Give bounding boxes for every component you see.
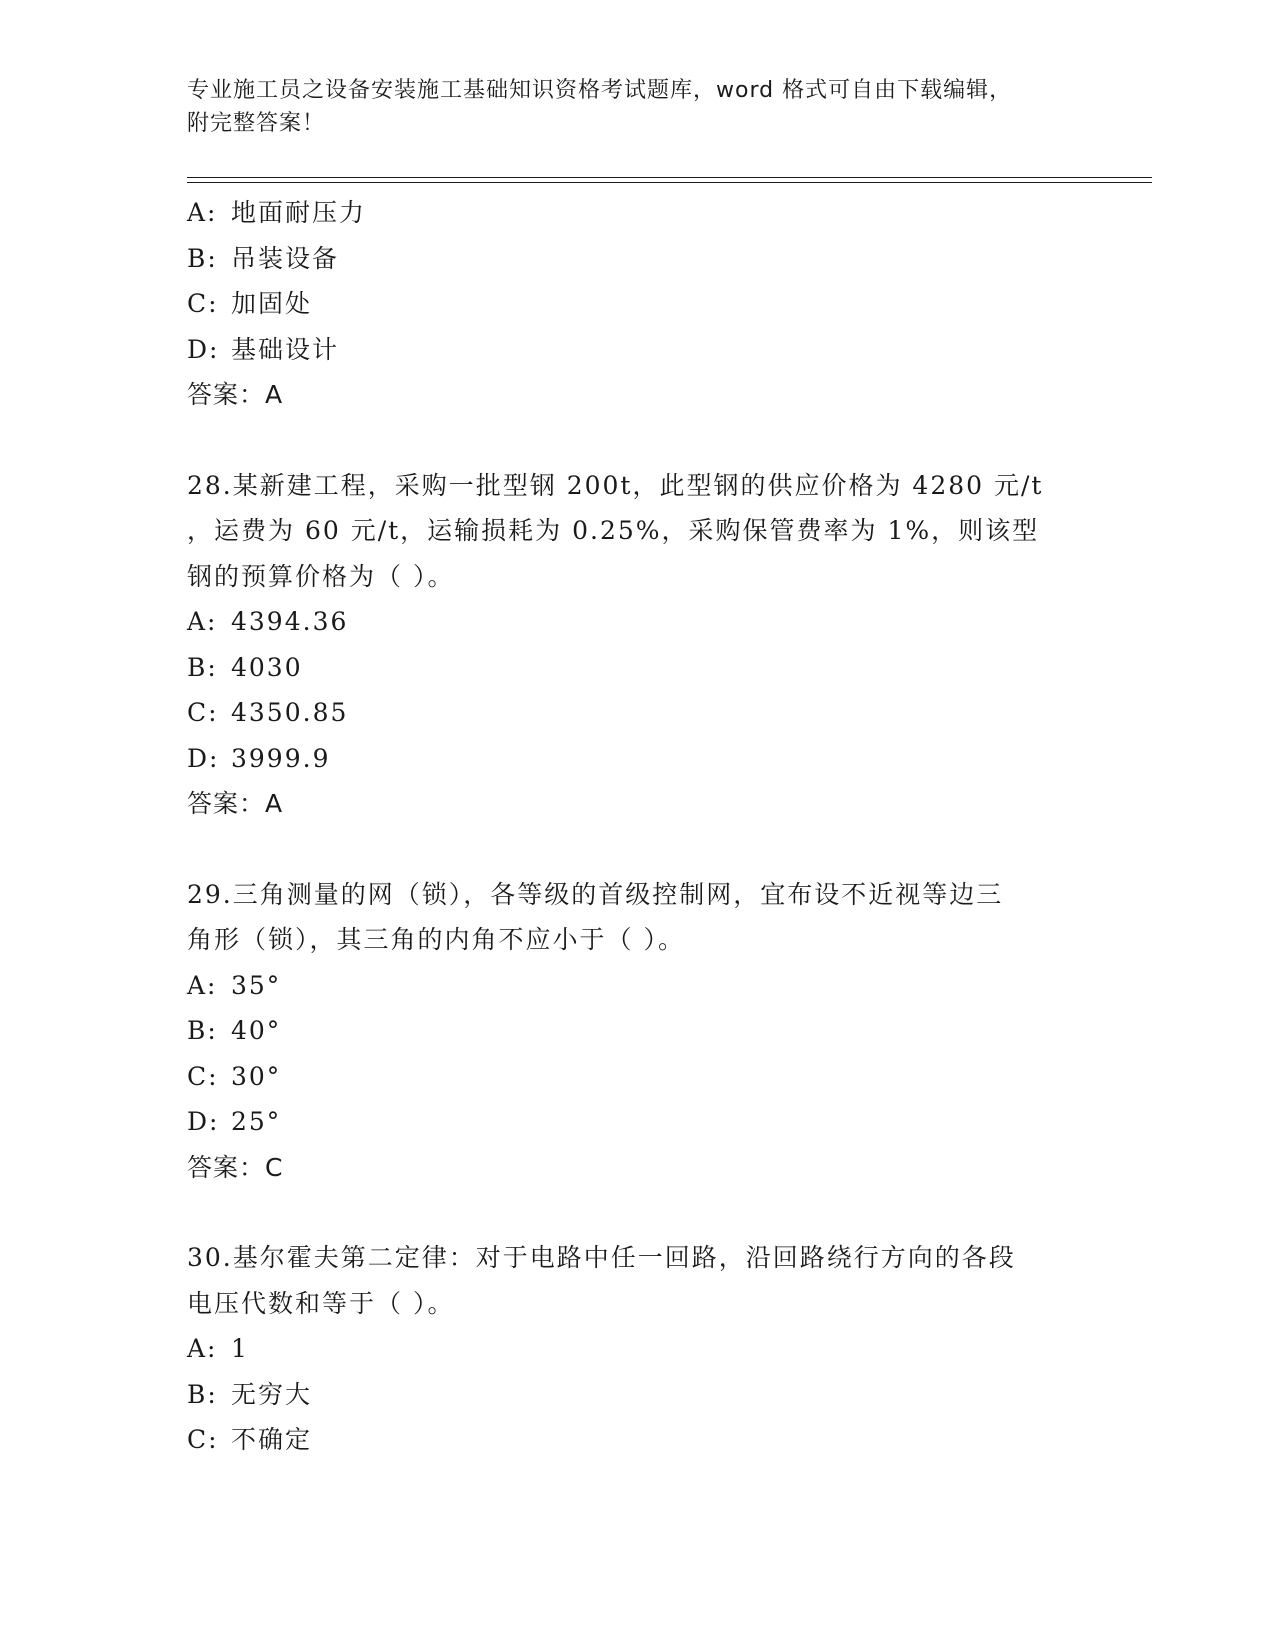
option-b xyxy=(187,645,1087,691)
question-stem xyxy=(187,1235,1067,1326)
option-b xyxy=(187,1008,1087,1054)
option-c xyxy=(187,1417,1087,1463)
question-30 xyxy=(187,1235,1087,1463)
option-text: 30° xyxy=(231,1061,282,1091)
option-d xyxy=(187,1099,1087,1145)
option-a xyxy=(187,599,1087,645)
header-line-1: 专业施工员之设备安装施工基础知识资格考试题库，word 格式可自由下载编辑， xyxy=(187,78,1013,103)
option-text: 4030 xyxy=(231,652,303,682)
question-stem-line: 电压代数和等于（ ）。 xyxy=(187,1288,455,1318)
option-d xyxy=(187,327,1087,373)
option-text: 25° xyxy=(231,1107,282,1136)
option-d xyxy=(187,736,1087,782)
option-label: A: xyxy=(187,970,218,1000)
question-list xyxy=(187,190,1087,1463)
question-28 xyxy=(187,463,1087,827)
option-text: 4350.85 xyxy=(231,698,349,727)
document-header xyxy=(187,74,1087,140)
header-divider-bottom xyxy=(187,182,1152,183)
spacer xyxy=(187,1190,1087,1235)
option-label: A: xyxy=(187,198,218,227)
option-label: B: xyxy=(187,243,218,273)
option-label: C: xyxy=(187,1061,219,1091)
option-label: C: xyxy=(187,698,219,727)
option-text: 40° xyxy=(231,1016,282,1045)
option-label: C: xyxy=(187,289,219,318)
answer-line: 答案：A xyxy=(187,380,284,409)
option-label: C: xyxy=(187,1425,219,1454)
option-text: 4394.36 xyxy=(231,607,349,636)
question-stem-line: 钢的预算价格为（ ）。 xyxy=(187,561,455,591)
option-text: 无穷大 xyxy=(231,1379,313,1409)
option-label: B: xyxy=(187,652,218,682)
option-text: 吊装设备 xyxy=(231,243,340,273)
option-c xyxy=(187,281,1087,327)
option-text: 加固处 xyxy=(231,289,313,318)
spacer xyxy=(187,418,1087,463)
option-label: D: xyxy=(187,334,220,364)
header-line-2: 附完整答案！ xyxy=(187,111,326,136)
question-stem-line: 29.三角测量的网（锁），各等级的首级控制网，宜布设不近视等边三 xyxy=(187,879,1004,909)
question-29 xyxy=(187,872,1087,1191)
option-a xyxy=(187,190,1087,236)
question-stem-line: 角形（锁），其三角的内角不应小于（ ）。 xyxy=(187,925,685,954)
question-stem xyxy=(187,463,1067,600)
option-b xyxy=(187,1372,1087,1418)
answer-line: 答案：C xyxy=(187,1152,284,1182)
question-27-continued xyxy=(187,190,1087,418)
option-text: 地面耐压力 xyxy=(231,198,367,227)
option-a xyxy=(187,963,1087,1009)
option-text: 基础设计 xyxy=(231,334,340,364)
question-stem-line: ，运费为 60 元/t，运输损耗为 0.25%，采购保管费率为 1%，则该型 xyxy=(187,516,1040,545)
question-stem-line: 28.某新建工程，采购一批型钢 200t，此型钢的供应价格为 4280 元/t xyxy=(187,470,1044,500)
option-label: D: xyxy=(187,1107,220,1136)
option-b xyxy=(187,236,1087,282)
answer-line: 答案：A xyxy=(187,789,284,818)
option-text: 3999.9 xyxy=(231,743,331,773)
question-stem-line: 30.基尔霍夫第二定律：对于电路中任一回路，沿回路绕行方向的各段 xyxy=(187,1243,1016,1272)
option-label: D: xyxy=(187,743,220,773)
spacer xyxy=(187,827,1087,872)
header-divider-top xyxy=(187,177,1152,178)
option-c xyxy=(187,690,1087,736)
option-text: 35° xyxy=(231,970,282,1000)
option-label: A: xyxy=(187,607,218,636)
option-label: A: xyxy=(187,1334,218,1363)
option-label: B: xyxy=(187,1379,218,1409)
option-text: 不确定 xyxy=(231,1425,313,1454)
option-text: 1 xyxy=(231,1334,249,1363)
option-c xyxy=(187,1054,1087,1100)
option-label: B: xyxy=(187,1016,218,1045)
question-stem xyxy=(187,872,1067,963)
option-a xyxy=(187,1326,1087,1372)
